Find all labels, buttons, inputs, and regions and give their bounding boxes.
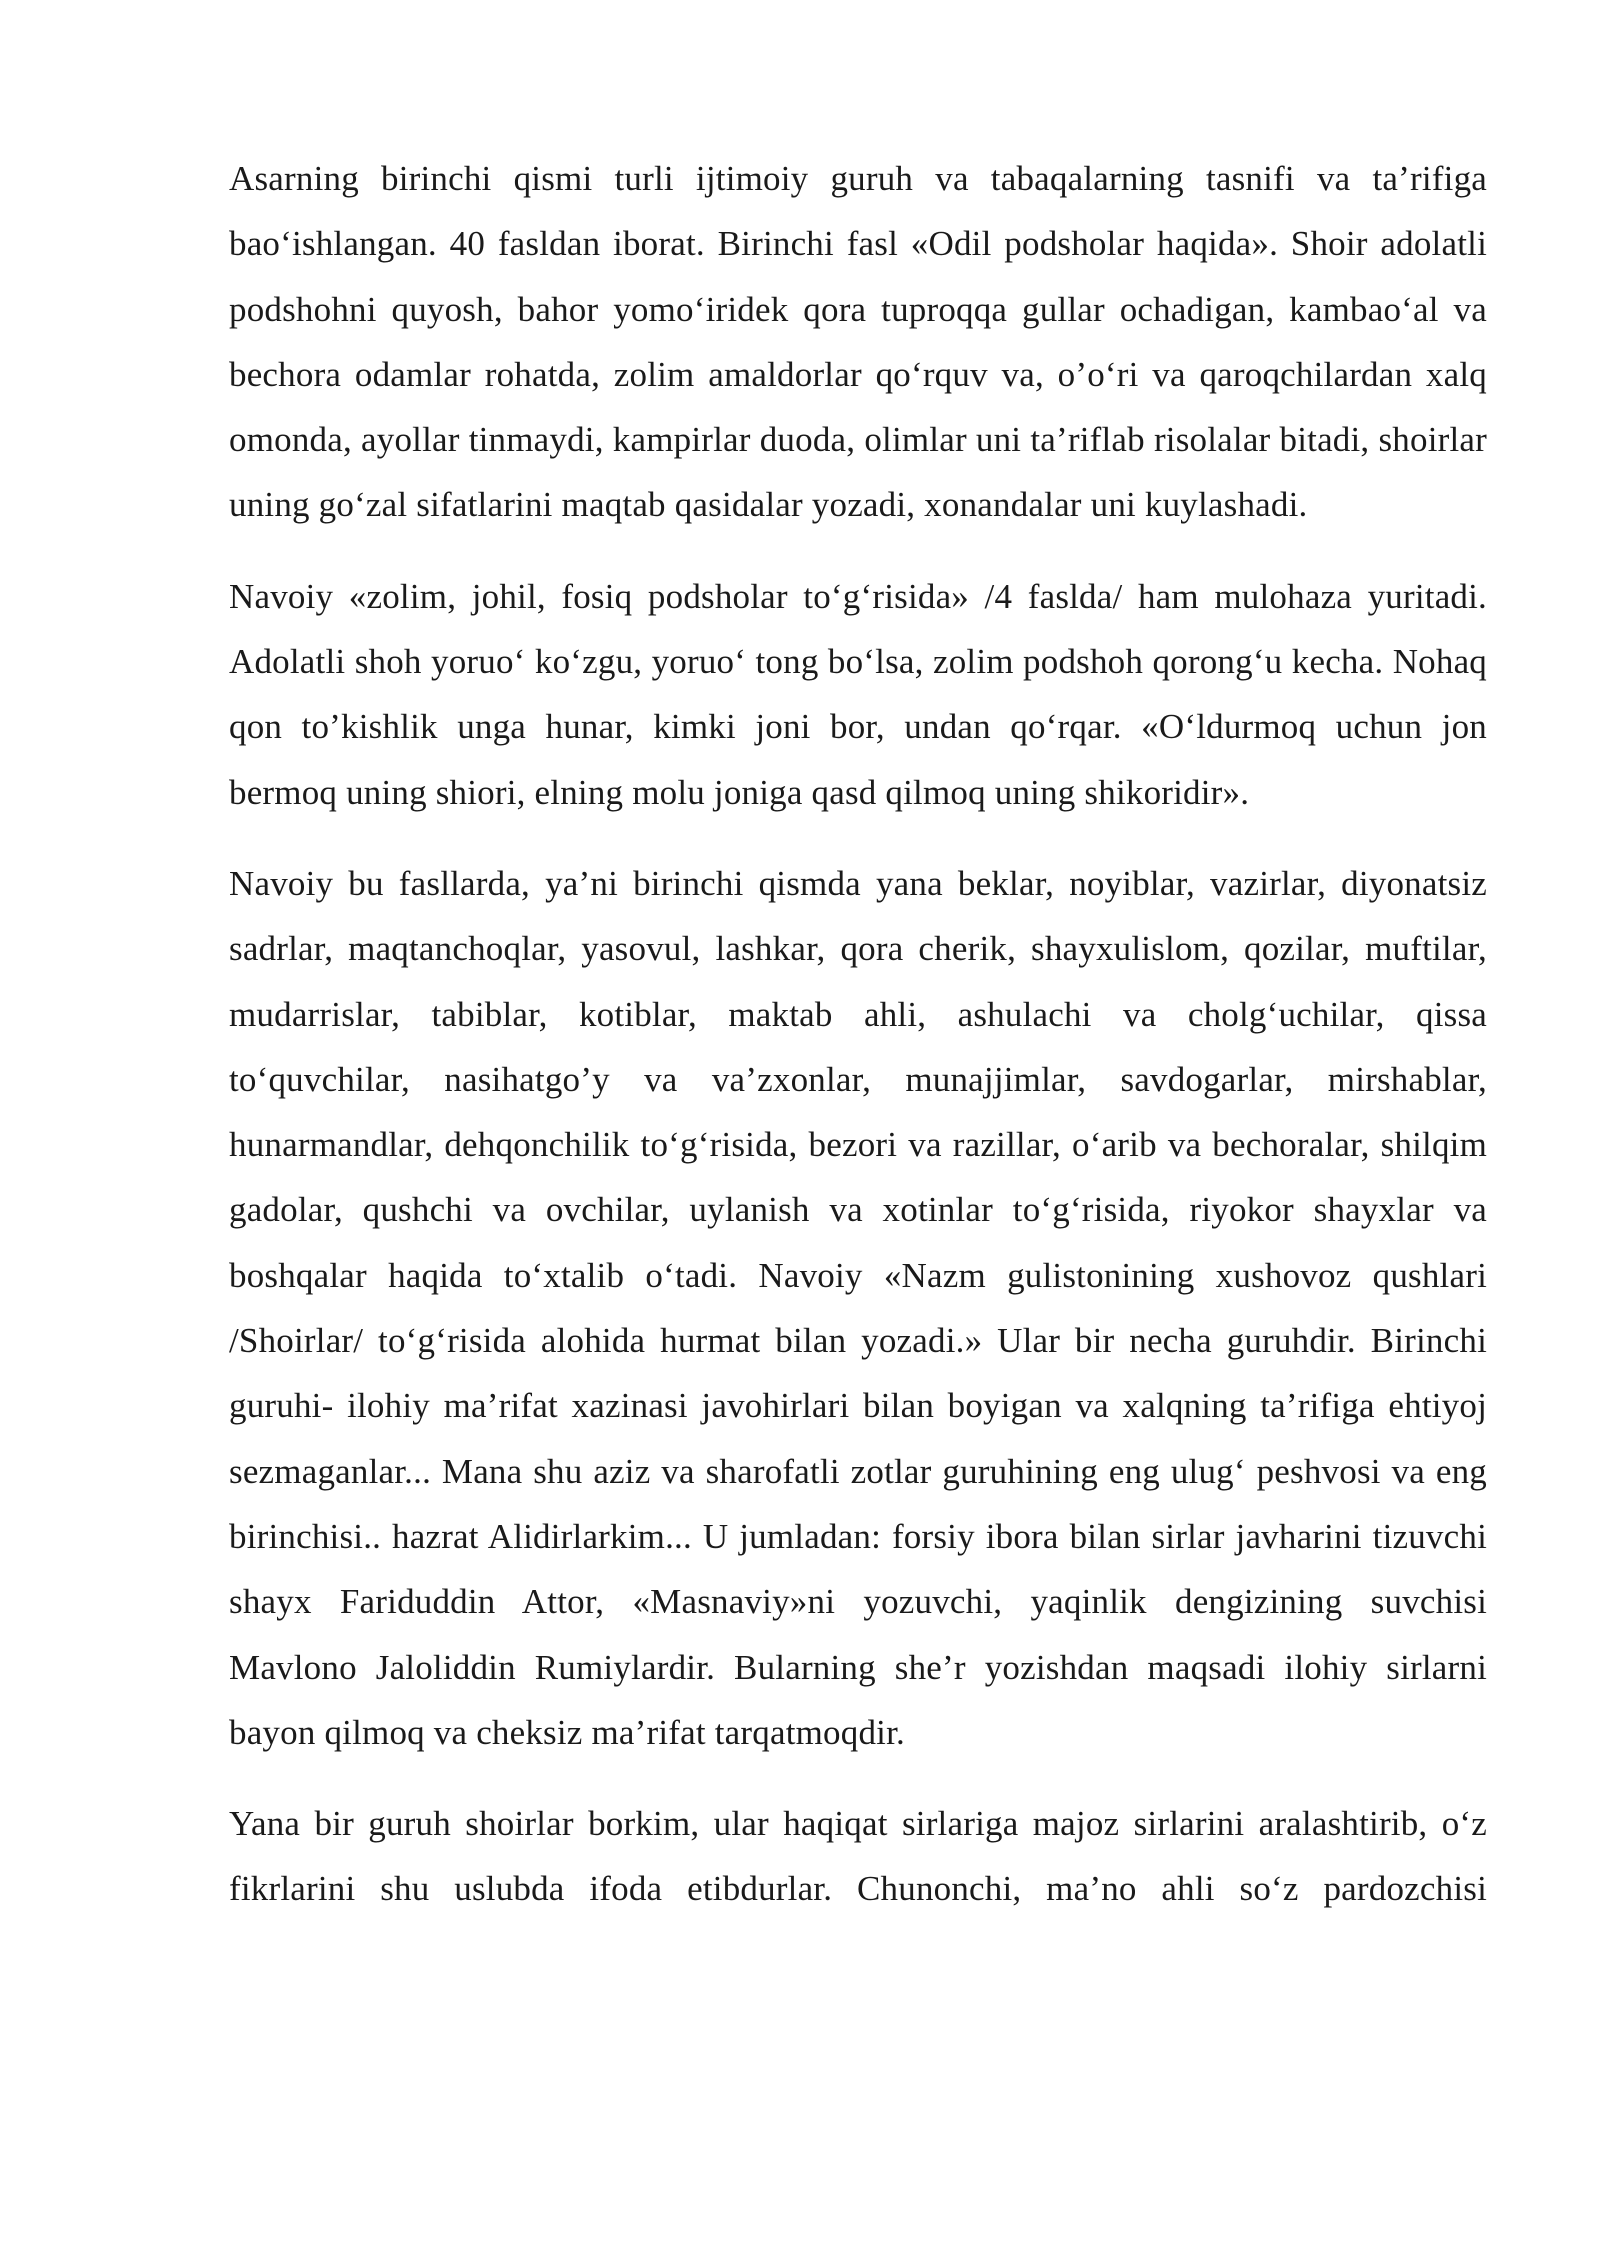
paragraph-2: Navoiy «zolim, johil, fosiq podsholar to‘g‘risida» /4 faslda/ ham mulohaza yuritadi. Adolatli shoh yoruo‘ ko‘zgu, yoruo‘ tong bo‘lsa, zolim podshoh qorong‘u kecha. Nohaq qon to’kishlik unga hunar, kimki joni bor, undan qo‘rqar. «O‘ldurmoq uchun jon bermoq uning shiori, elning molu joniga qasd qilmoq uning shikoridir». <box>229 576 1487 812</box>
paragraph-4: Yana bir guruh shoirlar borkim, ular haqiqat sirlariga majoz sirlarini aralashtirib, o‘z fikrlarini shu uslubda ifoda etibdurlar. Chunonchi, ma’no ahli so‘z pardozchisi <box>229 1804 1487 1909</box>
document-body <box>229 146 1487 1948</box>
paragraph-1: Asarning birinchi qismi turli ijtimoiy guruh va tabaqalarning tasnifi va ta’rifiga bao‘ishlangan. 40 fasldan iborat. Birinchi fasl «Odil podsholar haqida». Shoir adolatli podshohni quyosh, bahor yomo‘iridek qora tuproqqa gullar ochadigan, kambao‘al va bechora odamlar rohatda, zolim amaldorlar qo‘rquv va, o’o‘ri va qaroqchilardan xalq omonda, ayollar tinmaydi, kampirlar duoda, olimlar uni ta’riflab risolalar bitadi, shoirlar uning go‘zal sifatlarini maqtab qasidalar yozadi, xonandalar uni kuylashadi. <box>229 159 1487 525</box>
paragraph-3: Navoiy bu fasllarda, ya’ni birinchi qismda yana beklar, noyiblar, vazirlar, diyonatsiz sadrlar, maqtanchoqlar, yasovul, lashkar, qora cherik, shayxulislom, qozilar, muftilar, mudarrislar, tabiblar, kotiblar, maktab ahli, ashulachi va cholg‘uchilar, qissa to‘quvchilar, nasihatgo’y va va’zxonlar, munajjimlar, savdogarlar, mirshablar, hunarmandlar, dehqonchilik to‘g‘risida, bezori va razillar, o‘arib va bechoralar, shilqim gadolar, qushchi va ovchilar, uylanish va xotinlar to‘g‘risida, riyokor shayxlar va boshqalar haqida to‘xtalib o‘tadi. Navoiy «Nazm gulistonining xushovoz qushlari /Shoirlar/ to‘g‘risida alohida hurmat bilan yozadi.» Ular bir necha guruhdir. Birinchi guruhi- ilohiy ma’rifat xazinasi javohirlari bilan boyigan va xalqning ta’rifiga ehtiyoj sezmaganlar... Mana shu aziz va sharofatli zotlar guruhining eng ulug‘ peshvosi va eng birinchisi.. hazrat Alidirlarkim... U jumladan: forsiy ibora bilan sirlar javharini tizuvchi shayx Fariduddin Attor, «Masnaviy»ni yozuvchi, yaqinlik dengizining suvchisi Mavlono Jaloliddin Rumiylardir. Bularning she’r yozishdan maqsadi ilohiy sirlarni bayon qilmoq va cheksiz ma’rifat tarqatmoqdir. <box>229 863 1487 1752</box>
